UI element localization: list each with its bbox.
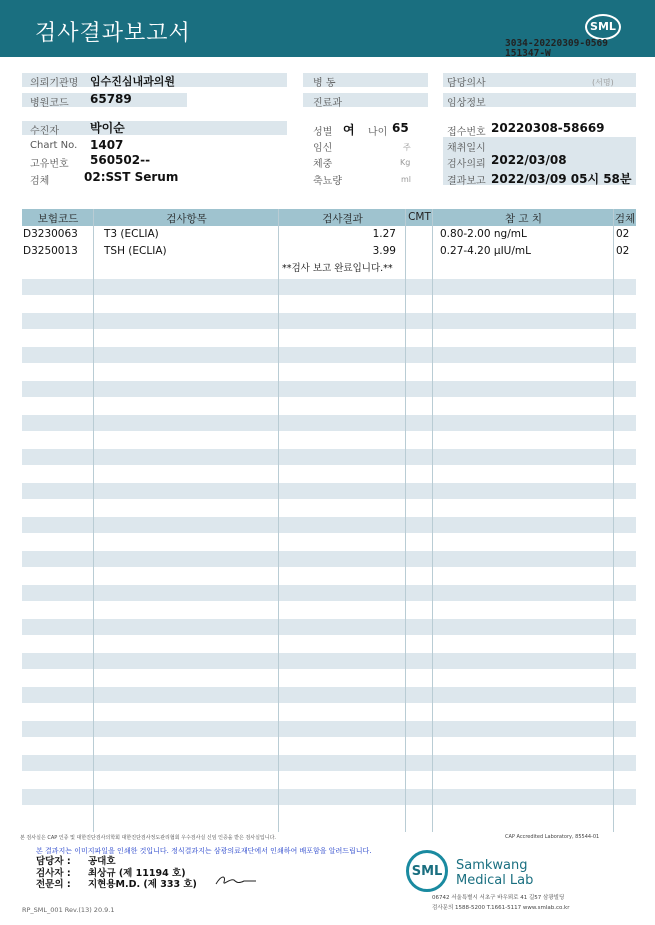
specimen-value: 02:SST Serum — [84, 170, 179, 184]
id-label: 고유번호 — [30, 159, 69, 170]
specimen-label: 검체 — [30, 176, 50, 187]
col-test-item: 검사항목 — [166, 213, 207, 225]
ward-label: 병 동 — [313, 78, 336, 89]
contact: 검사문의 1588-5200 T.1661-5117 www.smlab.co.kr — [432, 905, 570, 911]
table-stripe-row — [22, 483, 636, 499]
col-cmt: CMT — [408, 211, 431, 223]
institution-value: 임수진심내과의원 — [90, 75, 176, 88]
patient-label: 수진자 — [30, 126, 59, 137]
col-divider — [93, 209, 94, 832]
document-number-suffix: 151347-W — [505, 48, 551, 59]
request-value: 2022/03/08 — [491, 153, 567, 167]
urine-label: 축뇨량 — [313, 176, 342, 187]
row2-item: TSH (ECLIA) — [104, 245, 167, 257]
row2-specimen: 02 — [616, 245, 630, 257]
row1-item: T3 (ECLIA) — [104, 228, 159, 240]
weight-label: 체중 — [313, 159, 333, 170]
revision-code: RP_SML_001 Rev.(13) 20.9.1 — [22, 906, 115, 914]
patient-bar — [22, 121, 287, 135]
table-stripe-row — [22, 279, 636, 295]
signature-icon — [214, 872, 258, 888]
table-stripe-row — [22, 415, 636, 431]
clinical-info-label: 임상정보 — [447, 98, 486, 109]
reporter-value: 공대호 — [88, 856, 116, 867]
id-value: 560502-- — [90, 153, 151, 167]
cap-accreditation: CAP Accredited Laboratory, 85544-01 — [505, 834, 600, 840]
pregnancy-label: 임신 — [313, 143, 333, 154]
table-stripe-row — [22, 687, 636, 703]
col-insurance-code: 보험코드 — [37, 213, 79, 225]
table-stripe-row — [22, 721, 636, 737]
col-divider — [613, 209, 614, 832]
sml-logo-icon — [585, 14, 621, 40]
receipt-label: 접수번호 — [447, 127, 486, 138]
col-divider — [278, 209, 279, 832]
age-label: 나이 — [368, 127, 388, 138]
table-stripe-row — [22, 347, 636, 363]
table-stripe-row — [22, 517, 636, 533]
weight-unit: Kg — [400, 158, 411, 167]
report-label: 결과보고 — [447, 176, 486, 187]
report-title: 검사결과보고서 — [35, 21, 191, 46]
collect-label: 채취일시 — [447, 143, 486, 154]
chart-label: Chart No. — [30, 140, 78, 151]
table-stripe-row — [22, 653, 636, 669]
doctor-sign: (서명) — [592, 78, 614, 87]
row1-result: 1.27 — [372, 228, 396, 240]
col-result: 검사결과 — [322, 213, 363, 225]
chart-value: 1407 — [90, 138, 124, 152]
pregnancy-unit: 주 — [403, 143, 411, 152]
table-stripe-row — [22, 313, 636, 329]
table-stripe-row — [22, 551, 636, 567]
print-notice: 본 결과지는 이미지파일을 인쇄한 것입니다. 정식결과지는 삼광의료재단에서 인쇄하여 배포함을 알려드립니다. — [36, 847, 372, 855]
row1-reference: 0.80-2.00 ng/mL — [440, 228, 527, 240]
sex-value: 여 — [343, 123, 355, 137]
examiner-value: 최상규 (제 11194 호) — [88, 868, 186, 879]
accreditation-note: 본 검사실은 CAP 인증 및 대한진단검사의학회 대한진단검사정도관리협회 우수검사실 신임 인증을 받은 검사실입니다. — [20, 835, 277, 841]
row2-reference: 0.27-4.20 μIU/mL — [440, 245, 531, 257]
hospital-code-label: 병원코드 — [30, 98, 69, 109]
logo-text: SML — [590, 20, 616, 33]
brand-logo-text: SML — [411, 864, 443, 879]
sex-label: 성별 — [313, 127, 333, 138]
col-divider — [432, 209, 433, 832]
brand-name-line2: Medical Lab — [456, 873, 534, 888]
institution-label: 의뢰기관명 — [30, 78, 79, 89]
col-divider — [405, 209, 406, 832]
report-complete-note: **검사 보고 완료입니다.** — [282, 263, 393, 274]
receipt-value: 20220308-58669 — [491, 121, 605, 135]
reporter-label: 담당자 : — [36, 856, 71, 867]
urine-unit: ml — [401, 175, 412, 184]
patient-value: 박이순 — [90, 121, 125, 135]
request-label: 검사의뢰 — [447, 159, 486, 170]
specialist-label: 전문의 : — [36, 879, 71, 890]
table-stripe-row — [22, 755, 636, 771]
table-stripe-row — [22, 381, 636, 397]
table-stripe-row — [22, 585, 636, 601]
age-value: 65 — [392, 121, 409, 135]
row1-code: D3230063 — [23, 228, 78, 240]
examiner-label: 검사자 : — [36, 868, 71, 879]
row2-result: 3.99 — [372, 245, 396, 257]
table-stripe-row — [22, 789, 636, 805]
table-stripe-row — [22, 619, 636, 635]
table-stripe-row — [22, 449, 636, 465]
doctor-label: 담당의사 — [447, 78, 486, 89]
col-specimen: 검체 — [614, 213, 636, 225]
col-reference: 참 고 치 — [504, 213, 543, 225]
brand-name-line1: Samkwang — [456, 858, 528, 873]
hospital-code-value: 65789 — [90, 92, 132, 106]
report-value: 2022/03/09 05시 58분 — [491, 172, 632, 186]
row2-code: D3250013 — [23, 245, 78, 257]
sml-brand-logo-icon — [406, 850, 448, 892]
specialist-value: 지현용M.D. (제 333 호) — [88, 879, 197, 890]
dept-label: 진료과 — [313, 98, 342, 109]
address: 06742 서울특별시 서초구 바우뫼로 41 길57 삼광빌딩 — [432, 895, 565, 901]
row1-specimen: 02 — [616, 228, 630, 240]
document-number: 3034-20220309-0569 — [505, 38, 608, 49]
